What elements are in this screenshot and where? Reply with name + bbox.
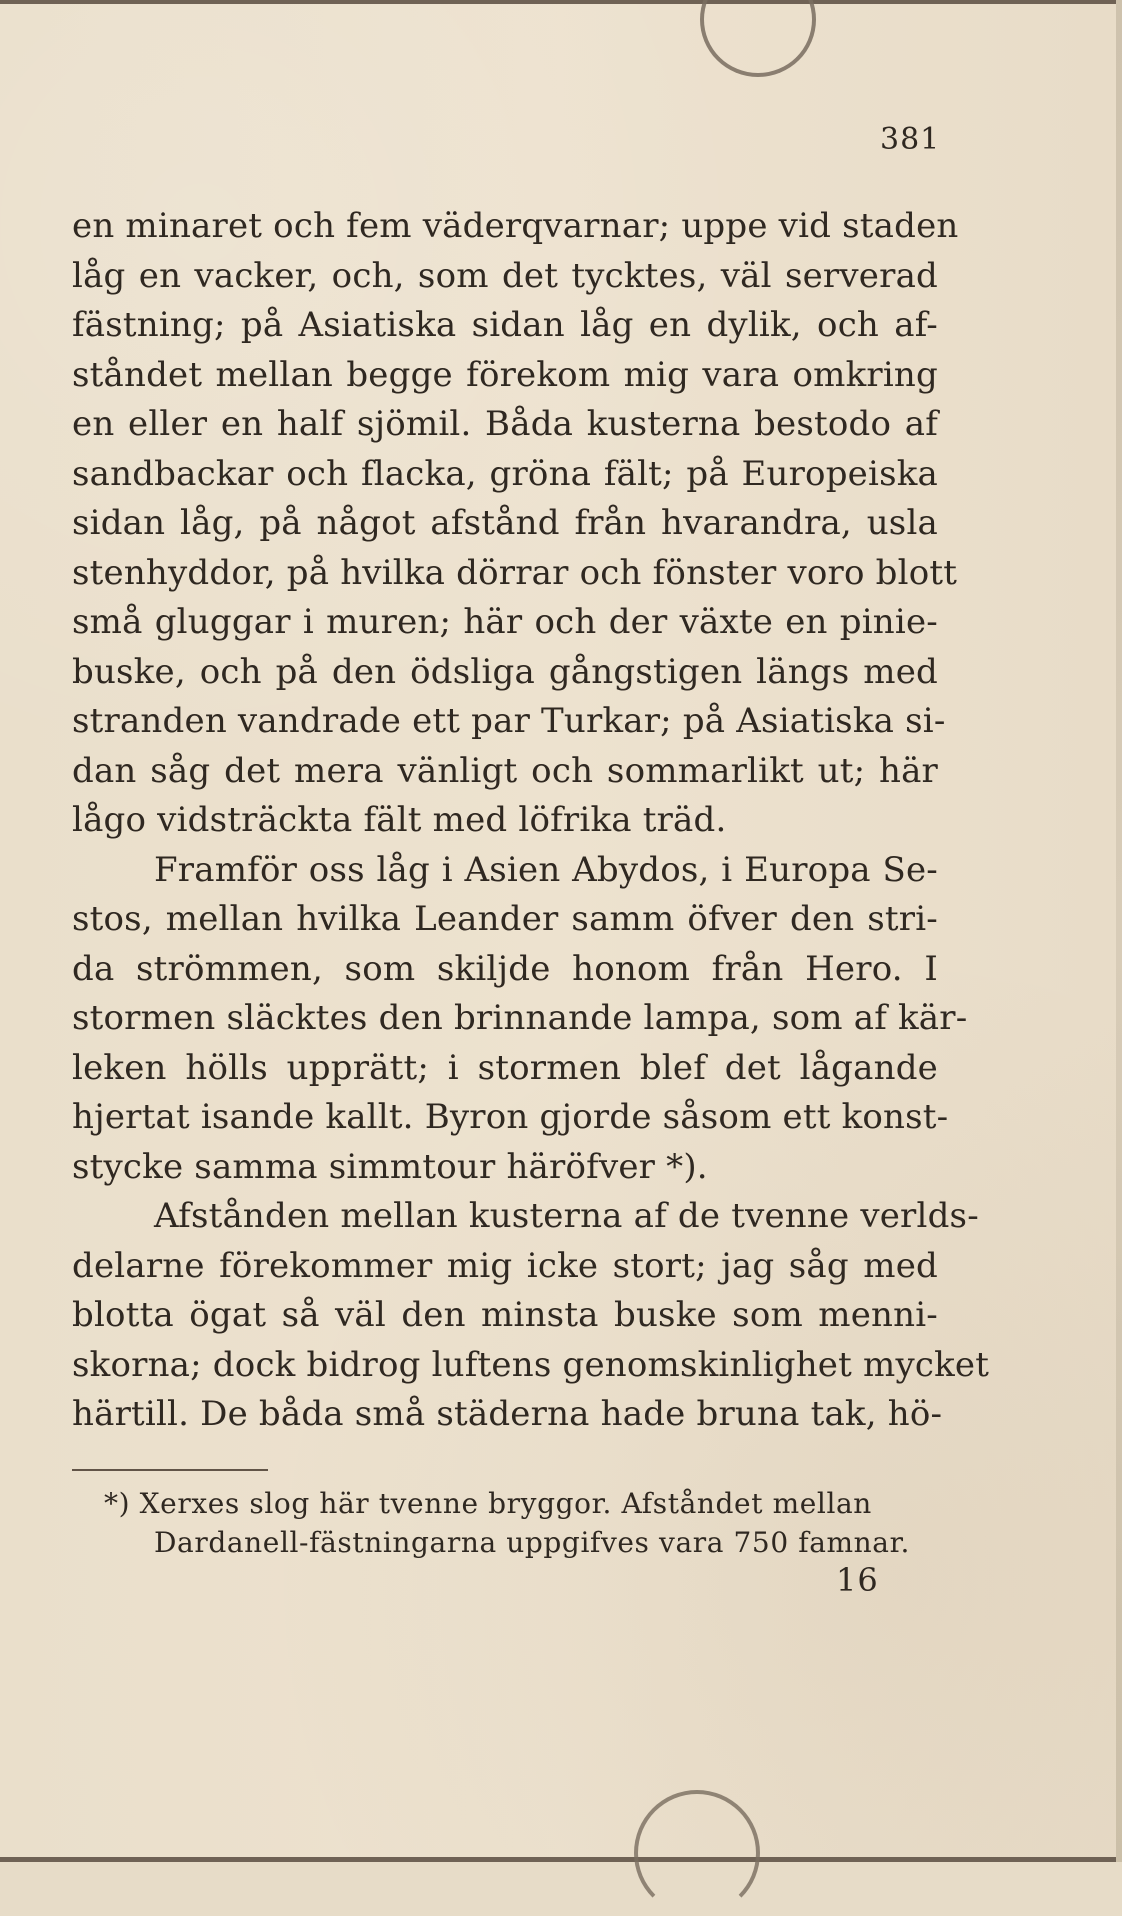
- text-line-18: leken hölls upprätt; i stormen blef det lågande: [72, 1047, 938, 1088]
- text-line-25: härtill. De båda små städerna hade bruna tak, hö-: [72, 1394, 943, 1434]
- text-line-3: fästning; på Asiatiska sidan låg en dylik, och af-: [72, 305, 938, 345]
- text-line-10: buske, och på den ödsliga gångstigen längs med: [72, 651, 938, 692]
- text-line-14: Framför oss låg i Asien Abydos, i Europa Se-: [154, 849, 938, 890]
- text-line-24: skorna; dock bidrog luftens genomskinlighet mycket: [72, 1344, 990, 1385]
- text-line-7: sidan låg, på något afstånd från hvarandra, usla: [72, 503, 938, 543]
- main-text: [72, 202, 990, 1440]
- text-line-16: da strömmen, som skiljde honom från Hero. I: [72, 948, 938, 989]
- text-line-4: ståndet mellan begge förekom mig vara omkring: [72, 354, 938, 395]
- text-line-13: lågo vidsträckta fält med löfrika träd.: [72, 800, 727, 840]
- text-line-9: små gluggar i muren; här och der växte en pinie-: [72, 602, 938, 642]
- text-line-5: en eller en half sjömil. Båda kusterna bestodo af: [72, 404, 938, 444]
- bottom-border: [0, 1857, 1122, 1862]
- text-line-23: blotta ögat så väl den minsta buske som menni-: [72, 1295, 938, 1335]
- text-line-6: sandbackar och flacka, gröna fält; på Europeiska: [72, 453, 938, 494]
- footnote-line-2: Dardanell-fästningarna uppgifves vara 750 famnar.: [154, 1526, 911, 1559]
- footnote: [104, 1484, 938, 1562]
- binding-hole-bottom: [634, 1790, 760, 1916]
- signature-mark: 16: [836, 1561, 879, 1599]
- top-border: [0, 0, 1122, 4]
- text-line-19: hjertat isande kallt. Byron gjorde såsom ett konst-: [72, 1097, 949, 1137]
- page-number: 381: [880, 122, 941, 157]
- text-line-21: Afstånden mellan kusterna af de tvenne verlds-: [154, 1196, 979, 1236]
- text-line-12: dan såg det mera vänligt och sommarlikt ut; här: [72, 750, 938, 791]
- text-line-1: en minaret och fem väderqvarnar; uppe vid staden: [72, 206, 959, 246]
- footnote-rule: [72, 1469, 268, 1471]
- text-line-22: delarne förekommer mig icke stort; jag såg med: [72, 1245, 938, 1286]
- text-line-15: stos, mellan hvilka Leander samm öfver den stri-: [72, 899, 938, 939]
- text-line-8: stenhyddor, på hvilka dörrar och fönster voro blott: [72, 552, 958, 593]
- text-line-11: stranden vandrade ett par Turkar; på Asiatiska si-: [72, 701, 946, 741]
- text-line-20: stycke samma simmtour häröfver *).: [72, 1146, 708, 1187]
- text-line-17: stormen släcktes den brinnande lampa, som af kär-: [72, 998, 968, 1038]
- footnote-line-1: *) Xerxes slog här tvenne bryggor. Afståndet mellan: [104, 1487, 872, 1520]
- binding-hole-top: [700, 0, 816, 77]
- page-edge: [1116, 0, 1122, 1862]
- text-line-2: låg en vacker, och, som det tycktes, väl serverad: [72, 255, 938, 296]
